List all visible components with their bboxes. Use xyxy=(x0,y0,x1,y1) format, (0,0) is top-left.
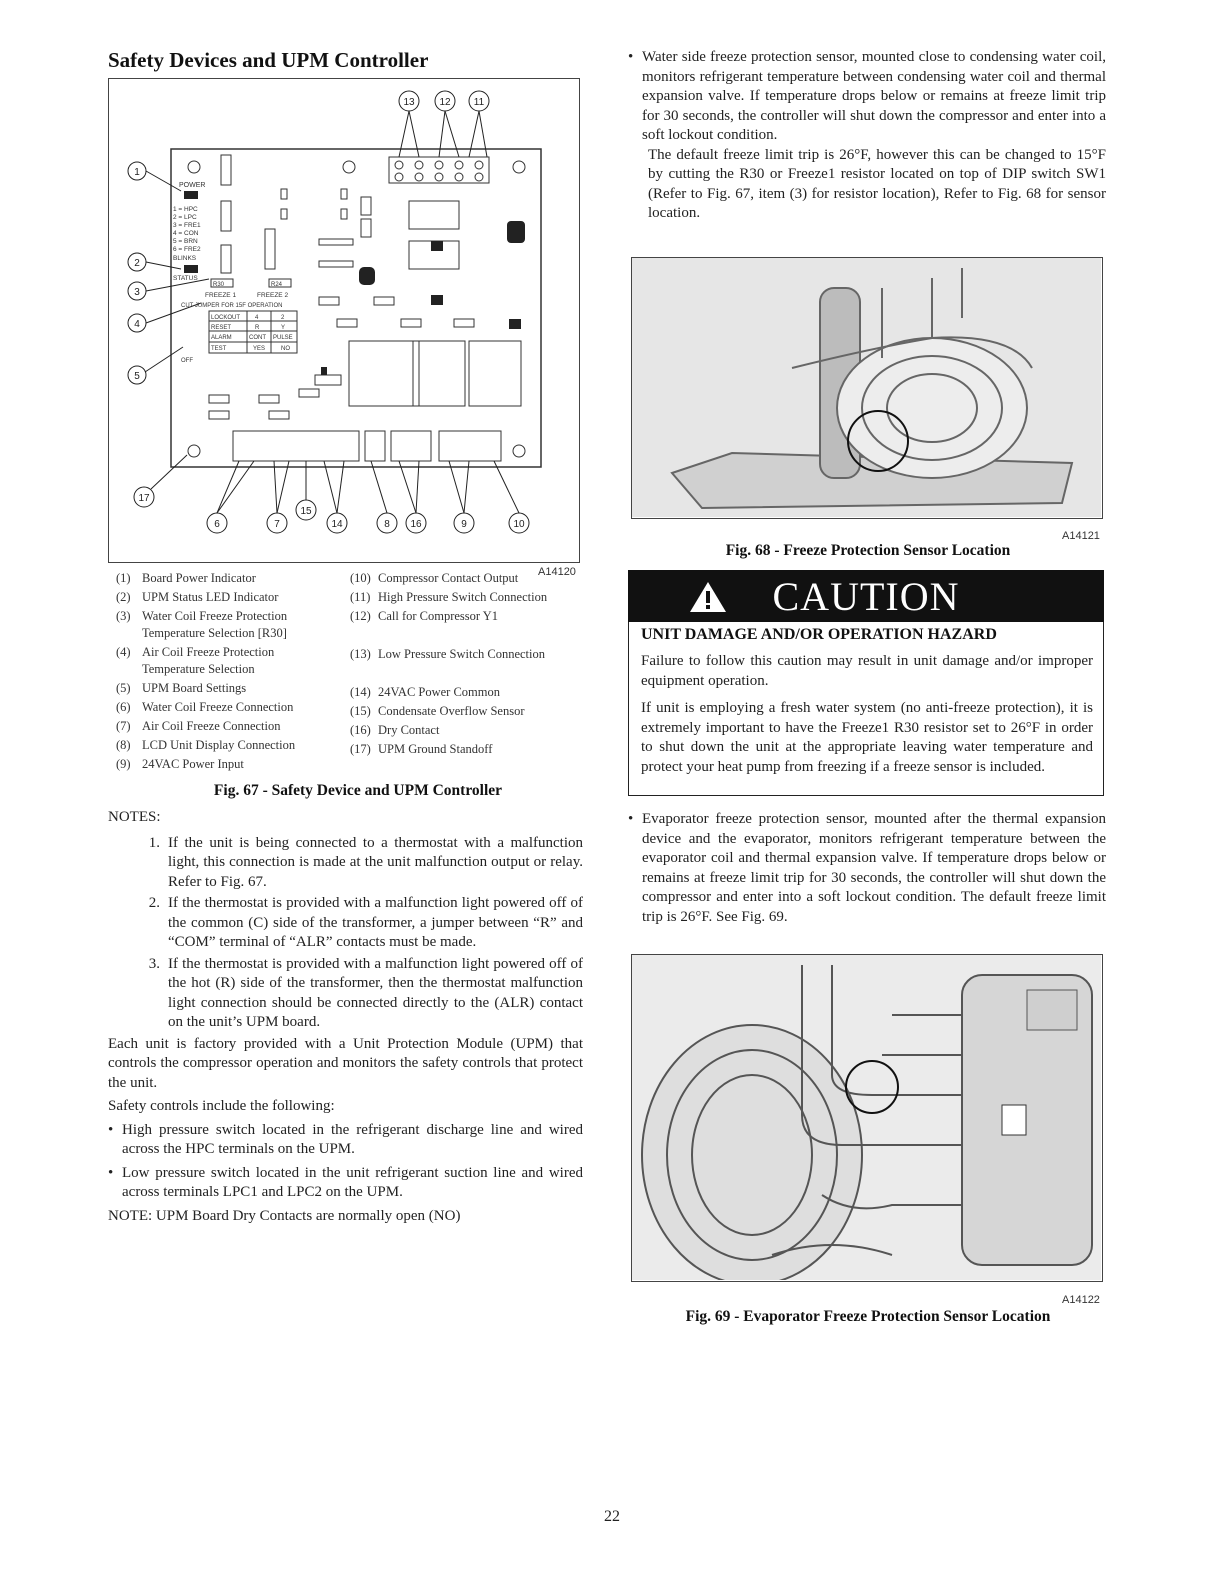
legend-item: (6) Water Coil Freeze Connection xyxy=(116,700,294,714)
bullet-item: • High pressure switch located in the refrigerant discharge line and wired across the HPC terminals on the UPM. xyxy=(108,1121,583,1157)
svg-text:9: 9 xyxy=(461,519,467,530)
svg-text:10: 10 xyxy=(513,519,525,530)
hazard-title: UNIT DAMAGE AND/OR OPERATION HAZARD xyxy=(641,626,997,643)
svg-text:OFF: OFF xyxy=(181,358,193,364)
svg-text:R24: R24 xyxy=(271,282,283,288)
fig67-caption: Fig. 67 - Safety Device and UPM Controller xyxy=(213,782,503,799)
svg-text:FREEZE 1: FREEZE 1 xyxy=(205,292,237,299)
fig69-caption: Fig. 69 - Evaporator Freeze Protection Sensor Location xyxy=(685,1308,1051,1325)
caution-p1: Failure to follow this caution may result in unit damage and/or improper equipment operation. xyxy=(641,653,1093,689)
warning-triangle-icon xyxy=(688,580,728,614)
right-intro xyxy=(628,48,1106,224)
svg-text:2: 2 xyxy=(281,315,285,321)
svg-text:12: 12 xyxy=(439,97,451,108)
fig69-photo xyxy=(631,954,1103,1282)
svg-text:5: 5 xyxy=(134,371,140,382)
bullet-item: • Low pressure switch located in the unit refrigerant suction line and wired across terminals LPC1 and LPC2 on the UPM. xyxy=(108,1164,583,1200)
note-item: 2. If the thermostat is provided with a malfunction light powered off of the common (C) side of the transformer, a jumper between “R” and “COM” terminal of “ALR” contacts must be made. xyxy=(148,895,583,950)
note-item: 1. If the unit is being connected to a thermostat with a malfunction light, this connection is made at the unit malfunction output or relay. Refer to Fig. 67. xyxy=(148,834,583,890)
caution-header xyxy=(628,570,1104,622)
caution-p2: If unit is employing a fresh water system (no anti-freeze protection), it is extremely important to have the Freeze1 R30 resistor set to 26°F in order to shut down the unit at the appropriate leaving water temperature and protect your heat pump from freezing if a freeze sensor is included. xyxy=(641,700,1093,775)
fig67-diagram xyxy=(108,78,580,563)
upm-board-drawing xyxy=(109,79,578,561)
svg-text:2: 2 xyxy=(134,258,140,269)
svg-text:14: 14 xyxy=(331,519,343,530)
caution-body xyxy=(628,622,1104,796)
safety-bullets xyxy=(108,1121,583,1203)
svg-text:8: 8 xyxy=(384,519,390,530)
water-sensor-bullet: • Water side freeze protection sensor, mounted close to condensing water coil, monitors refrigerant temperature between condensing water coil and thermal expansion valve. If temperature drops below or remains at freeze limit trip for 30 seconds, the controller will shut down the compressor and enter into a soft lockout condition. xyxy=(628,49,1106,143)
svg-text:RESET: RESET xyxy=(211,325,232,331)
svg-text:PULSE: PULSE xyxy=(273,335,293,341)
svg-text:2 = LPC: 2 = LPC xyxy=(173,214,197,221)
legend-item: (5) UPM Board Settings xyxy=(116,681,247,695)
fig67-legend-left xyxy=(116,570,346,773)
legend-item: (17) UPM Ground Standoff xyxy=(350,742,493,756)
svg-text:13: 13 xyxy=(403,97,415,108)
legend-item: (11) High Pressure Switch Connection xyxy=(350,590,548,604)
svg-text:BLINKS: BLINKS xyxy=(173,255,197,262)
dry-contact-note: NOTE: UPM Board Dry Contacts are normally open (NO) xyxy=(108,1207,461,1224)
section-title: Safety Devices and UPM Controller xyxy=(108,48,429,72)
legend-item: (8) LCD Unit Display Connection xyxy=(116,738,296,752)
fig68-photo xyxy=(631,257,1103,519)
fig68-id: A14121 xyxy=(1062,530,1100,542)
svg-text:3 = FRE1: 3 = FRE1 xyxy=(173,222,201,229)
legend-item: (1) Board Power Indicator xyxy=(116,571,256,585)
fig67-id: A14120 xyxy=(538,566,576,578)
legend-item: (2) UPM Status LED Indicator xyxy=(116,590,279,604)
legend-item: (12) Call for Compressor Y1 xyxy=(350,609,499,623)
svg-text:YES: YES xyxy=(253,346,266,352)
svg-text:3: 3 xyxy=(134,287,140,298)
svg-text:1 = HPC: 1 = HPC xyxy=(173,206,198,213)
note-item: 3. If the thermostat is provided with a malfunction light powered off of the hot (R) side of the transformer, then the thermostat malfunction light connection should be connected directly to the (ALR) contact on the unit’s UPM board. xyxy=(148,955,583,1030)
legend-item: (14) 24VAC Power Common xyxy=(350,685,501,699)
legend-item: (13) Low Pressure Switch Connection xyxy=(350,647,545,661)
svg-text:CONT: CONT xyxy=(249,335,266,341)
page-number: 22 xyxy=(604,1508,620,1525)
svg-text:6 = FRE2: 6 = FRE2 xyxy=(173,246,201,253)
caution-box xyxy=(628,570,1104,796)
legend-item: (7) Air Coil Freeze Connection xyxy=(116,719,281,733)
upm-paragraph: Each unit is factory provided with a Unit Protection Module (UPM) that controls the compressor operation and monitors the safety controls that protect the unit. xyxy=(108,1035,583,1091)
svg-text:1: 1 xyxy=(134,167,140,178)
svg-text:17: 17 xyxy=(138,493,150,504)
legend-item: (10) Compressor Contact Output xyxy=(350,571,519,585)
legend-item: (16) Dry Contact xyxy=(350,723,440,737)
legend-item: (15) Condensate Overflow Sensor xyxy=(350,704,525,718)
svg-text:FREEZE 2: FREEZE 2 xyxy=(257,292,289,299)
evaporator-photo xyxy=(632,955,1101,1280)
notes-list xyxy=(108,834,583,1033)
fig69-id: A14122 xyxy=(1062,1294,1100,1306)
svg-text:6: 6 xyxy=(214,519,220,530)
legend-item: (9) 24VAC Power Input xyxy=(116,757,244,771)
svg-text:STATUS: STATUS xyxy=(173,275,198,282)
safety-controls-intro: Safety controls include the following: xyxy=(108,1098,335,1114)
evaporator-bullet: • Evaporator freeze protection sensor, mounted after the thermal expansion device and the evaporator, monitors refrigerant temperature between the evaporator coil and thermal expansion valve. If temperature drops below or remains at freeze limit trip for 30 seconds, the controller will shut down the compressor and enter into a soft lockout condition. The default freeze limit trip is 26°F. See Fig. 69. xyxy=(628,811,1106,925)
svg-text:LOCKOUT: LOCKOUT xyxy=(211,315,241,321)
legend-item: (3) Water Coil Freeze Protection Temperature Selection [R30] xyxy=(116,609,288,640)
fig67-legend-right xyxy=(350,570,582,758)
svg-text:TEST: TEST xyxy=(211,346,227,352)
svg-text:ALARM: ALARM xyxy=(211,335,232,341)
svg-text:4 = CON: 4 = CON xyxy=(173,230,199,237)
legend-item: (4) Air Coil Freeze Protection Temperature Selection xyxy=(116,645,275,676)
svg-text:7: 7 xyxy=(274,519,280,530)
compressor-photo xyxy=(632,258,1101,517)
left-body xyxy=(108,808,583,1226)
svg-text:11: 11 xyxy=(473,97,485,108)
svg-text:R: R xyxy=(255,325,260,331)
svg-text:4: 4 xyxy=(134,319,140,330)
svg-text:Y: Y xyxy=(281,325,286,331)
caution-word: CAUTION xyxy=(772,573,960,619)
svg-text:4: 4 xyxy=(255,315,259,321)
svg-text:15: 15 xyxy=(300,506,312,517)
freeze-default-text: The default freeze limit trip is 26°F, however this can be changed to 15°F by cutting the R30 or Freeze1 resistor located on top of DIP switch SW1 (Refer to Fig. 67, item (3) for resistor location), Refer to Fig. 68 for sensor location. xyxy=(648,146,1106,221)
power-label: POWER xyxy=(179,182,206,189)
svg-text:CUT JUMPER FOR 15F OPERATION: CUT JUMPER FOR 15F OPERATION xyxy=(181,303,283,309)
notes-heading: NOTES: xyxy=(108,809,161,825)
svg-text:5 = BRN: 5 = BRN xyxy=(173,238,198,245)
svg-text:16: 16 xyxy=(410,519,422,530)
svg-text:R30: R30 xyxy=(213,282,225,288)
svg-text:NO: NO xyxy=(281,346,290,352)
fig68-caption: Fig. 68 - Freeze Protection Sensor Location xyxy=(725,542,1011,559)
